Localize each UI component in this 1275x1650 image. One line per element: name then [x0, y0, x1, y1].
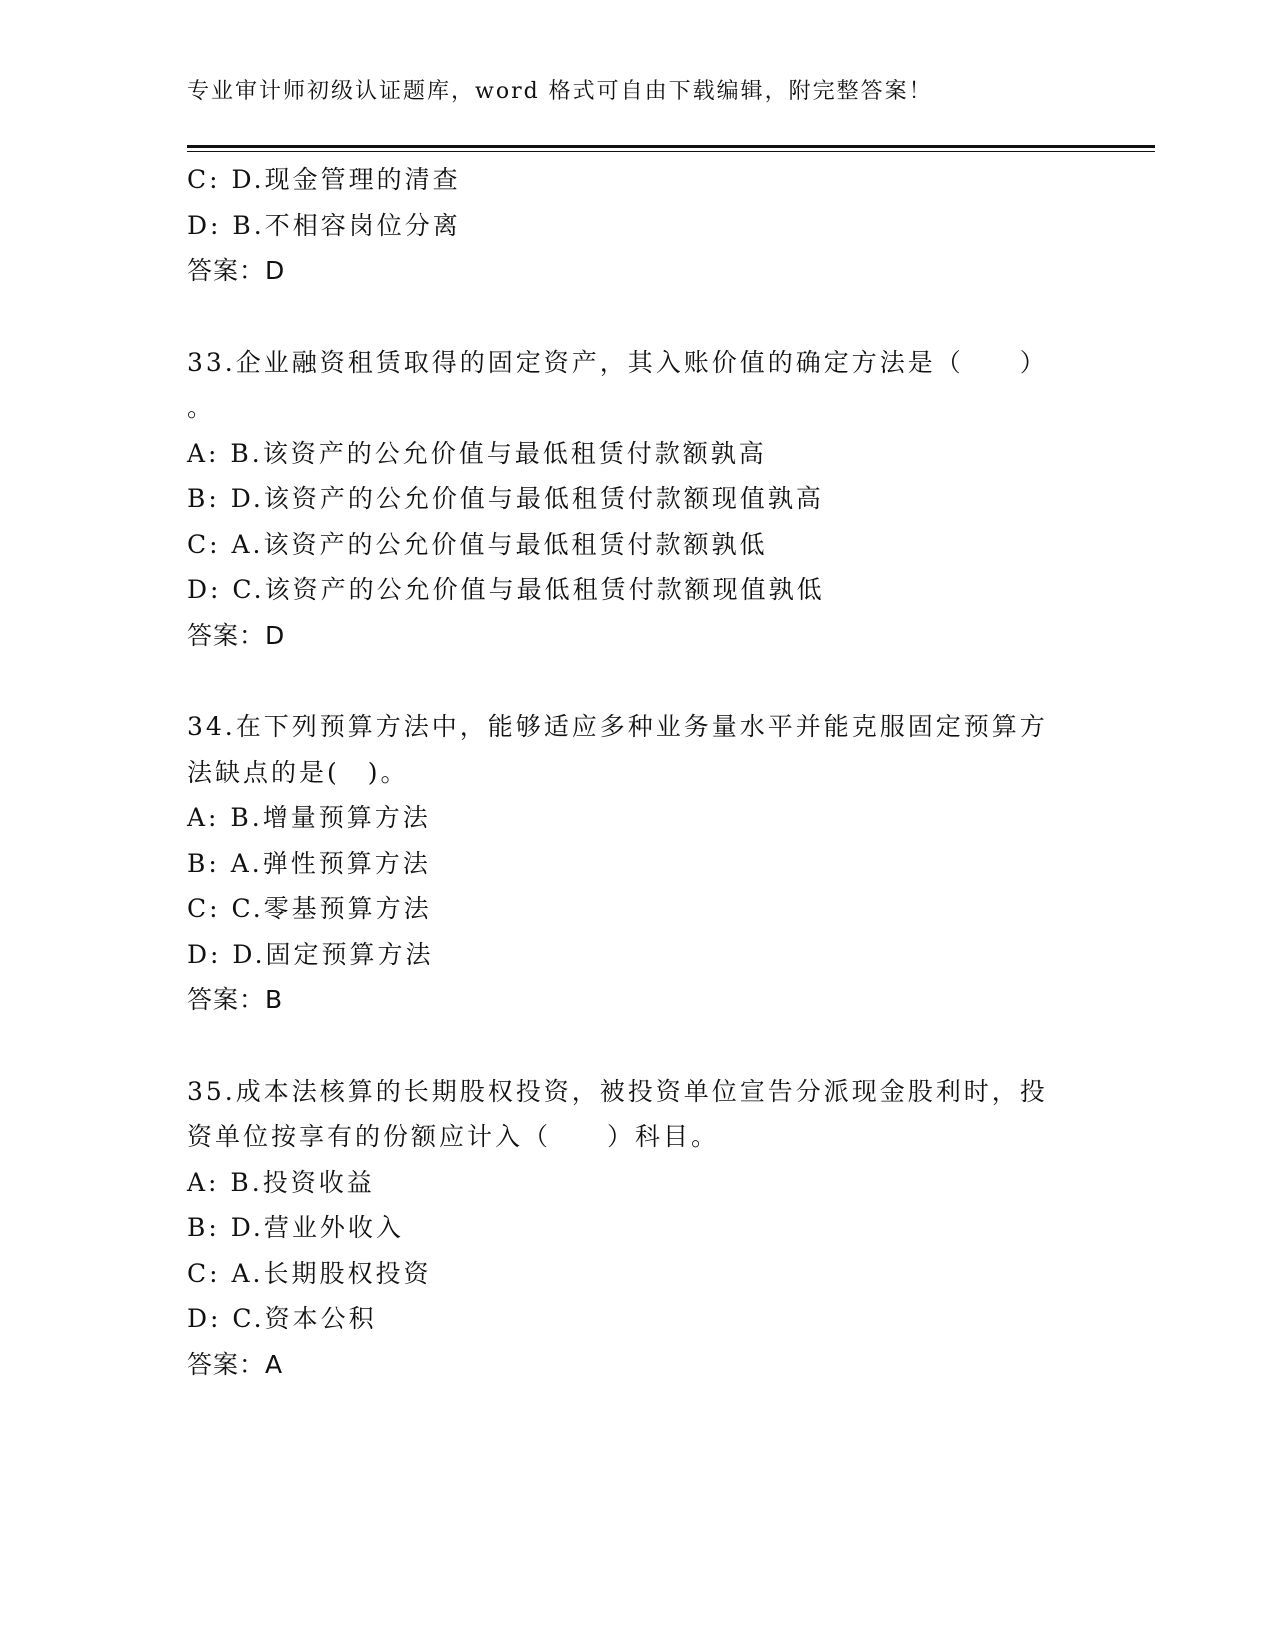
option-line: B: D.该资产的公允价值与最低租赁付款额现值孰高: [187, 484, 824, 513]
question-33: [187, 340, 1087, 659]
option-line: A: B.该资产的公允价值与最低租赁付款额孰高: [187, 438, 767, 468]
question-stem: 34.在下列预算方法中，能够适应多种业务量水平并能克服固定预算方: [187, 712, 1048, 741]
previous-question-tail: [187, 157, 1087, 294]
option-line: A: B.投资收益: [187, 1167, 375, 1197]
header-rule-thick: [187, 145, 1155, 148]
answer-line: 答案：A: [187, 1349, 284, 1379]
option-line: C: A.该资产的公允价值与最低租赁付款额孰低: [187, 529, 768, 559]
option-line: B: D.营业外收入: [187, 1213, 404, 1242]
question-stem: 35.成本法核算的长期股权投资，被投资单位宣告分派现金股利时，投: [187, 1076, 1048, 1106]
option-line: D: B.不相容岗位分离: [187, 210, 461, 240]
page-content: [187, 157, 1087, 1387]
page-header: 专业审计师初级认证题库，word 格式可自由下载编辑，附完整答案！: [187, 79, 933, 104]
option-line: D: D.固定预算方法: [187, 939, 434, 969]
question-stem: 。: [187, 393, 216, 422]
question-34: [187, 704, 1087, 1023]
option-line: C: D.现金管理的清查: [187, 165, 461, 194]
option-line: A: B.增量预算方法: [187, 803, 431, 832]
option-line: C: C.零基预算方法: [187, 894, 432, 923]
option-line: D: C.该资产的公允价值与最低租赁付款额现值孰低: [187, 575, 825, 604]
answer-line: 答案：B: [187, 985, 284, 1014]
answer-line: 答案：D: [187, 256, 286, 285]
question-35: [187, 1069, 1087, 1388]
question-stem: 法缺点的是( )。: [187, 757, 409, 787]
question-stem: 资单位按享有的份额应计入（ ）科目。: [187, 1122, 720, 1151]
question-stem: 33.企业融资租赁取得的固定资产，其入账价值的确定方法是（ ）: [187, 347, 1048, 377]
answer-line: 答案：D: [187, 620, 286, 650]
header-rule-thin: [187, 151, 1155, 152]
option-line: C: A.长期股权投资: [187, 1258, 432, 1288]
option-line: D: C.资本公积: [187, 1304, 377, 1333]
option-line: B: A.弹性预算方法: [187, 848, 431, 878]
